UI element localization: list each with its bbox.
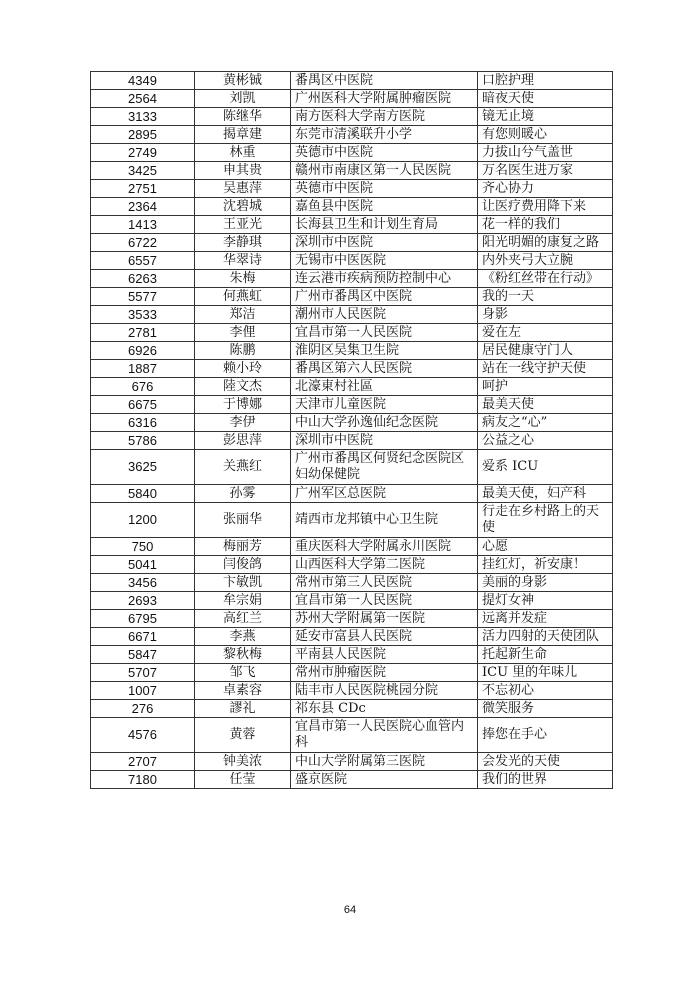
entry-organization: 宜昌市第一人民医院	[291, 324, 478, 342]
entries-table	[90, 71, 613, 789]
entry-name: 卓素容	[195, 682, 291, 700]
entry-organization: 常州市第三人民医院	[291, 574, 478, 592]
entry-title: 内外夹弓大立腕	[478, 252, 613, 270]
entry-name: 孙雾	[195, 485, 291, 503]
entry-id: 6722	[91, 234, 195, 252]
entry-title: 心愿	[478, 538, 613, 556]
table-row	[91, 700, 613, 718]
table-row	[91, 556, 613, 574]
entry-title: 呵护	[478, 378, 613, 396]
entry-name: 刘凯	[195, 90, 291, 108]
entry-id: 4349	[91, 72, 195, 90]
entry-title: 居民健康守门人	[478, 342, 613, 360]
entry-title: 提灯女神	[478, 592, 613, 610]
entry-name: 关燕红	[195, 450, 291, 485]
entry-title: 力拔山兮气盖世	[478, 144, 613, 162]
entry-id: 5041	[91, 556, 195, 574]
entry-organization: 靖西市龙邦镇中心卫生院	[291, 503, 478, 538]
entry-name: 黄彬铖	[195, 72, 291, 90]
entry-id: 6671	[91, 628, 195, 646]
entry-title: 捧您在手心	[478, 718, 613, 753]
entry-id: 750	[91, 538, 195, 556]
entry-name: 李静琪	[195, 234, 291, 252]
entry-id: 7180	[91, 771, 195, 789]
entry-id: 6316	[91, 414, 195, 432]
entry-name: 李俚	[195, 324, 291, 342]
table-row	[91, 718, 613, 753]
entry-title: 美丽的身影	[478, 574, 613, 592]
entry-id: 5847	[91, 646, 195, 664]
entry-id: 276	[91, 700, 195, 718]
entry-id: 676	[91, 378, 195, 396]
entry-name: 揭章建	[195, 126, 291, 144]
entry-name: 王亚光	[195, 216, 291, 234]
entry-id: 2749	[91, 144, 195, 162]
table-row	[91, 144, 613, 162]
entry-id: 2364	[91, 198, 195, 216]
entry-title: ICU 里的年味儿	[478, 664, 613, 682]
table-row	[91, 610, 613, 628]
table-row	[91, 270, 613, 288]
entry-id: 2564	[91, 90, 195, 108]
table-row	[91, 771, 613, 789]
entry-name: 张丽华	[195, 503, 291, 538]
table-row	[91, 574, 613, 592]
entry-organization: 宜昌市第一人民医院	[291, 592, 478, 610]
entry-id: 1413	[91, 216, 195, 234]
entry-id: 6795	[91, 610, 195, 628]
entry-organization: 中山大学孙逸仙纪念医院	[291, 414, 478, 432]
entry-organization: 苏州大学附属第一医院	[291, 610, 478, 628]
entry-organization: 英德市中医院	[291, 144, 478, 162]
table-row	[91, 90, 613, 108]
entry-title: 有您则暖心	[478, 126, 613, 144]
entry-organization: 北濠東村社區	[291, 378, 478, 396]
entry-title: 托起新生命	[478, 646, 613, 664]
entry-title: 最美天使，妇产科	[478, 485, 613, 503]
table-row	[91, 72, 613, 90]
entry-organization: 无锡市中医医院	[291, 252, 478, 270]
table-row	[91, 538, 613, 556]
entry-title: 病友之“心”	[478, 414, 613, 432]
entry-organization: 常州市肿瘤医院	[291, 664, 478, 682]
entry-organization: 赣州市南康区第一人民医院	[291, 162, 478, 180]
table-row	[91, 234, 613, 252]
table-row	[91, 360, 613, 378]
entry-title: 口腔护理	[478, 72, 613, 90]
entry-id: 2751	[91, 180, 195, 198]
entry-id: 6557	[91, 252, 195, 270]
table-row	[91, 682, 613, 700]
entry-name: 闫俊鸽	[195, 556, 291, 574]
table-row	[91, 216, 613, 234]
entry-id: 1887	[91, 360, 195, 378]
entry-name: 吴惠萍	[195, 180, 291, 198]
entry-id: 3425	[91, 162, 195, 180]
table-row	[91, 396, 613, 414]
entry-organization: 深圳市中医院	[291, 432, 478, 450]
table-row	[91, 180, 613, 198]
entry-organization: 连云港市疾病预防控制中心	[291, 270, 478, 288]
table-row	[91, 664, 613, 682]
table-row	[91, 288, 613, 306]
entry-title: 爱在左	[478, 324, 613, 342]
entry-organization: 南方医科大学南方医院	[291, 108, 478, 126]
entry-organization: 潮州市人民医院	[291, 306, 478, 324]
entry-organization: 盛京医院	[291, 771, 478, 789]
entry-title: 我的一天	[478, 288, 613, 306]
entry-name: 梅丽芳	[195, 538, 291, 556]
entry-id: 6926	[91, 342, 195, 360]
entry-id: 4576	[91, 718, 195, 753]
entry-id: 1200	[91, 503, 195, 538]
entry-id: 6263	[91, 270, 195, 288]
entry-organization: 淮阴区吴集卫生院	[291, 342, 478, 360]
entry-name: 沈碧城	[195, 198, 291, 216]
entry-title: 万名医生进万家	[478, 162, 613, 180]
entry-title: 让医疗费用降下来	[478, 198, 613, 216]
entry-name: 謬礼	[195, 700, 291, 718]
entry-organization: 长海县卫生和计划生育局	[291, 216, 478, 234]
entry-organization: 延安市富县人民医院	[291, 628, 478, 646]
entry-organization: 山西医科大学第二医院	[291, 556, 478, 574]
entry-title: 不忘初心	[478, 682, 613, 700]
entry-organization: 广州市番禺区何贤纪念医院区妇幼保健院	[291, 450, 478, 485]
entry-name: 卞敏凯	[195, 574, 291, 592]
entry-title: 最美天使	[478, 396, 613, 414]
entry-id: 5577	[91, 288, 195, 306]
entry-organization: 陆丰市人民医院桃园分院	[291, 682, 478, 700]
entry-organization: 番禺区中医院	[291, 72, 478, 90]
entry-id: 1007	[91, 682, 195, 700]
entry-name: 华翠诗	[195, 252, 291, 270]
table-row	[91, 126, 613, 144]
entry-name: 任莹	[195, 771, 291, 789]
table-row	[91, 485, 613, 503]
entry-name: 何燕虹	[195, 288, 291, 306]
table-row	[91, 503, 613, 538]
entry-id: 2693	[91, 592, 195, 610]
entry-title: 行走在乡村路上的天使	[478, 503, 613, 538]
entry-organization: 广州医科大学附属肿瘤医院	[291, 90, 478, 108]
entry-title: 阳光明媚的康复之路	[478, 234, 613, 252]
table-row	[91, 342, 613, 360]
entry-id: 5707	[91, 664, 195, 682]
entry-name: 钟美浓	[195, 753, 291, 771]
table-row	[91, 450, 613, 485]
entry-organization: 东莞市清溪联升小学	[291, 126, 478, 144]
entry-title: 镜无止境	[478, 108, 613, 126]
entry-title: 花一样的我们	[478, 216, 613, 234]
entry-id: 2895	[91, 126, 195, 144]
entry-name: 彭思萍	[195, 432, 291, 450]
entry-id: 2781	[91, 324, 195, 342]
entry-name: 朱梅	[195, 270, 291, 288]
table-row	[91, 592, 613, 610]
entry-name: 牟宗娟	[195, 592, 291, 610]
entry-organization: 宜昌市第一人民医院心血管内科	[291, 718, 478, 753]
page-number: 64	[343, 904, 357, 916]
table-row	[91, 414, 613, 432]
entry-name: 陸文杰	[195, 378, 291, 396]
entry-name: 郑洁	[195, 306, 291, 324]
entry-title: 挂红灯，祈安康！	[478, 556, 613, 574]
entry-organization: 中山大学附属第三医院	[291, 753, 478, 771]
entry-organization: 重庆医科大学附属永川医院	[291, 538, 478, 556]
entry-name: 李燕	[195, 628, 291, 646]
entry-id: 3533	[91, 306, 195, 324]
table-row	[91, 432, 613, 450]
entry-organization: 天津市儿童医院	[291, 396, 478, 414]
entry-name: 黄蓉	[195, 718, 291, 753]
table-row	[91, 628, 613, 646]
entry-title: 爱系 ICU	[478, 450, 613, 485]
entry-id: 2707	[91, 753, 195, 771]
entry-name: 黎秋梅	[195, 646, 291, 664]
table-row	[91, 378, 613, 396]
table-row	[91, 753, 613, 771]
entry-organization: 深圳市中医院	[291, 234, 478, 252]
table-row	[91, 162, 613, 180]
entry-id: 3456	[91, 574, 195, 592]
entry-id: 3625	[91, 450, 195, 485]
table-row	[91, 324, 613, 342]
table-row	[91, 646, 613, 664]
table-row	[91, 198, 613, 216]
entry-name: 李伊	[195, 414, 291, 432]
entry-organization: 番禺区第六人民医院	[291, 360, 478, 378]
entry-title: 《粉红丝带在行动》	[478, 270, 613, 288]
entry-title: 我们的世界	[478, 771, 613, 789]
table-row	[91, 306, 613, 324]
entry-organization: 平南县人民医院	[291, 646, 478, 664]
entry-organization: 嘉鱼县中医院	[291, 198, 478, 216]
entry-id: 3133	[91, 108, 195, 126]
entry-name: 陈继华	[195, 108, 291, 126]
entry-id: 5840	[91, 485, 195, 503]
entry-name: 林重	[195, 144, 291, 162]
entry-title: 活力四射的天使团队	[478, 628, 613, 646]
entry-name: 赖小玲	[195, 360, 291, 378]
entry-id: 5786	[91, 432, 195, 450]
entry-title: 微笑服务	[478, 700, 613, 718]
entry-title: 会发光的天使	[478, 753, 613, 771]
entry-organization: 广州市番禺区中医院	[291, 288, 478, 306]
entry-name: 申其贵	[195, 162, 291, 180]
entry-name: 于博娜	[195, 396, 291, 414]
entries-table-body	[91, 72, 613, 789]
entry-title: 齐心协力	[478, 180, 613, 198]
entry-title: 远离并发症	[478, 610, 613, 628]
entry-organization: 祁东县 CDc	[291, 700, 478, 718]
table-row	[91, 108, 613, 126]
entry-id: 6675	[91, 396, 195, 414]
entry-organization: 广州军区总医院	[291, 485, 478, 503]
entry-title: 暗夜天使	[478, 90, 613, 108]
entry-name: 高红兰	[195, 610, 291, 628]
entry-title: 公益之心	[478, 432, 613, 450]
entry-name: 邹飞	[195, 664, 291, 682]
table-row	[91, 252, 613, 270]
entry-organization: 英德市中医院	[291, 180, 478, 198]
entry-title: 站在一线守护天使	[478, 360, 613, 378]
entry-name: 陈鹏	[195, 342, 291, 360]
entry-title: 身影	[478, 306, 613, 324]
